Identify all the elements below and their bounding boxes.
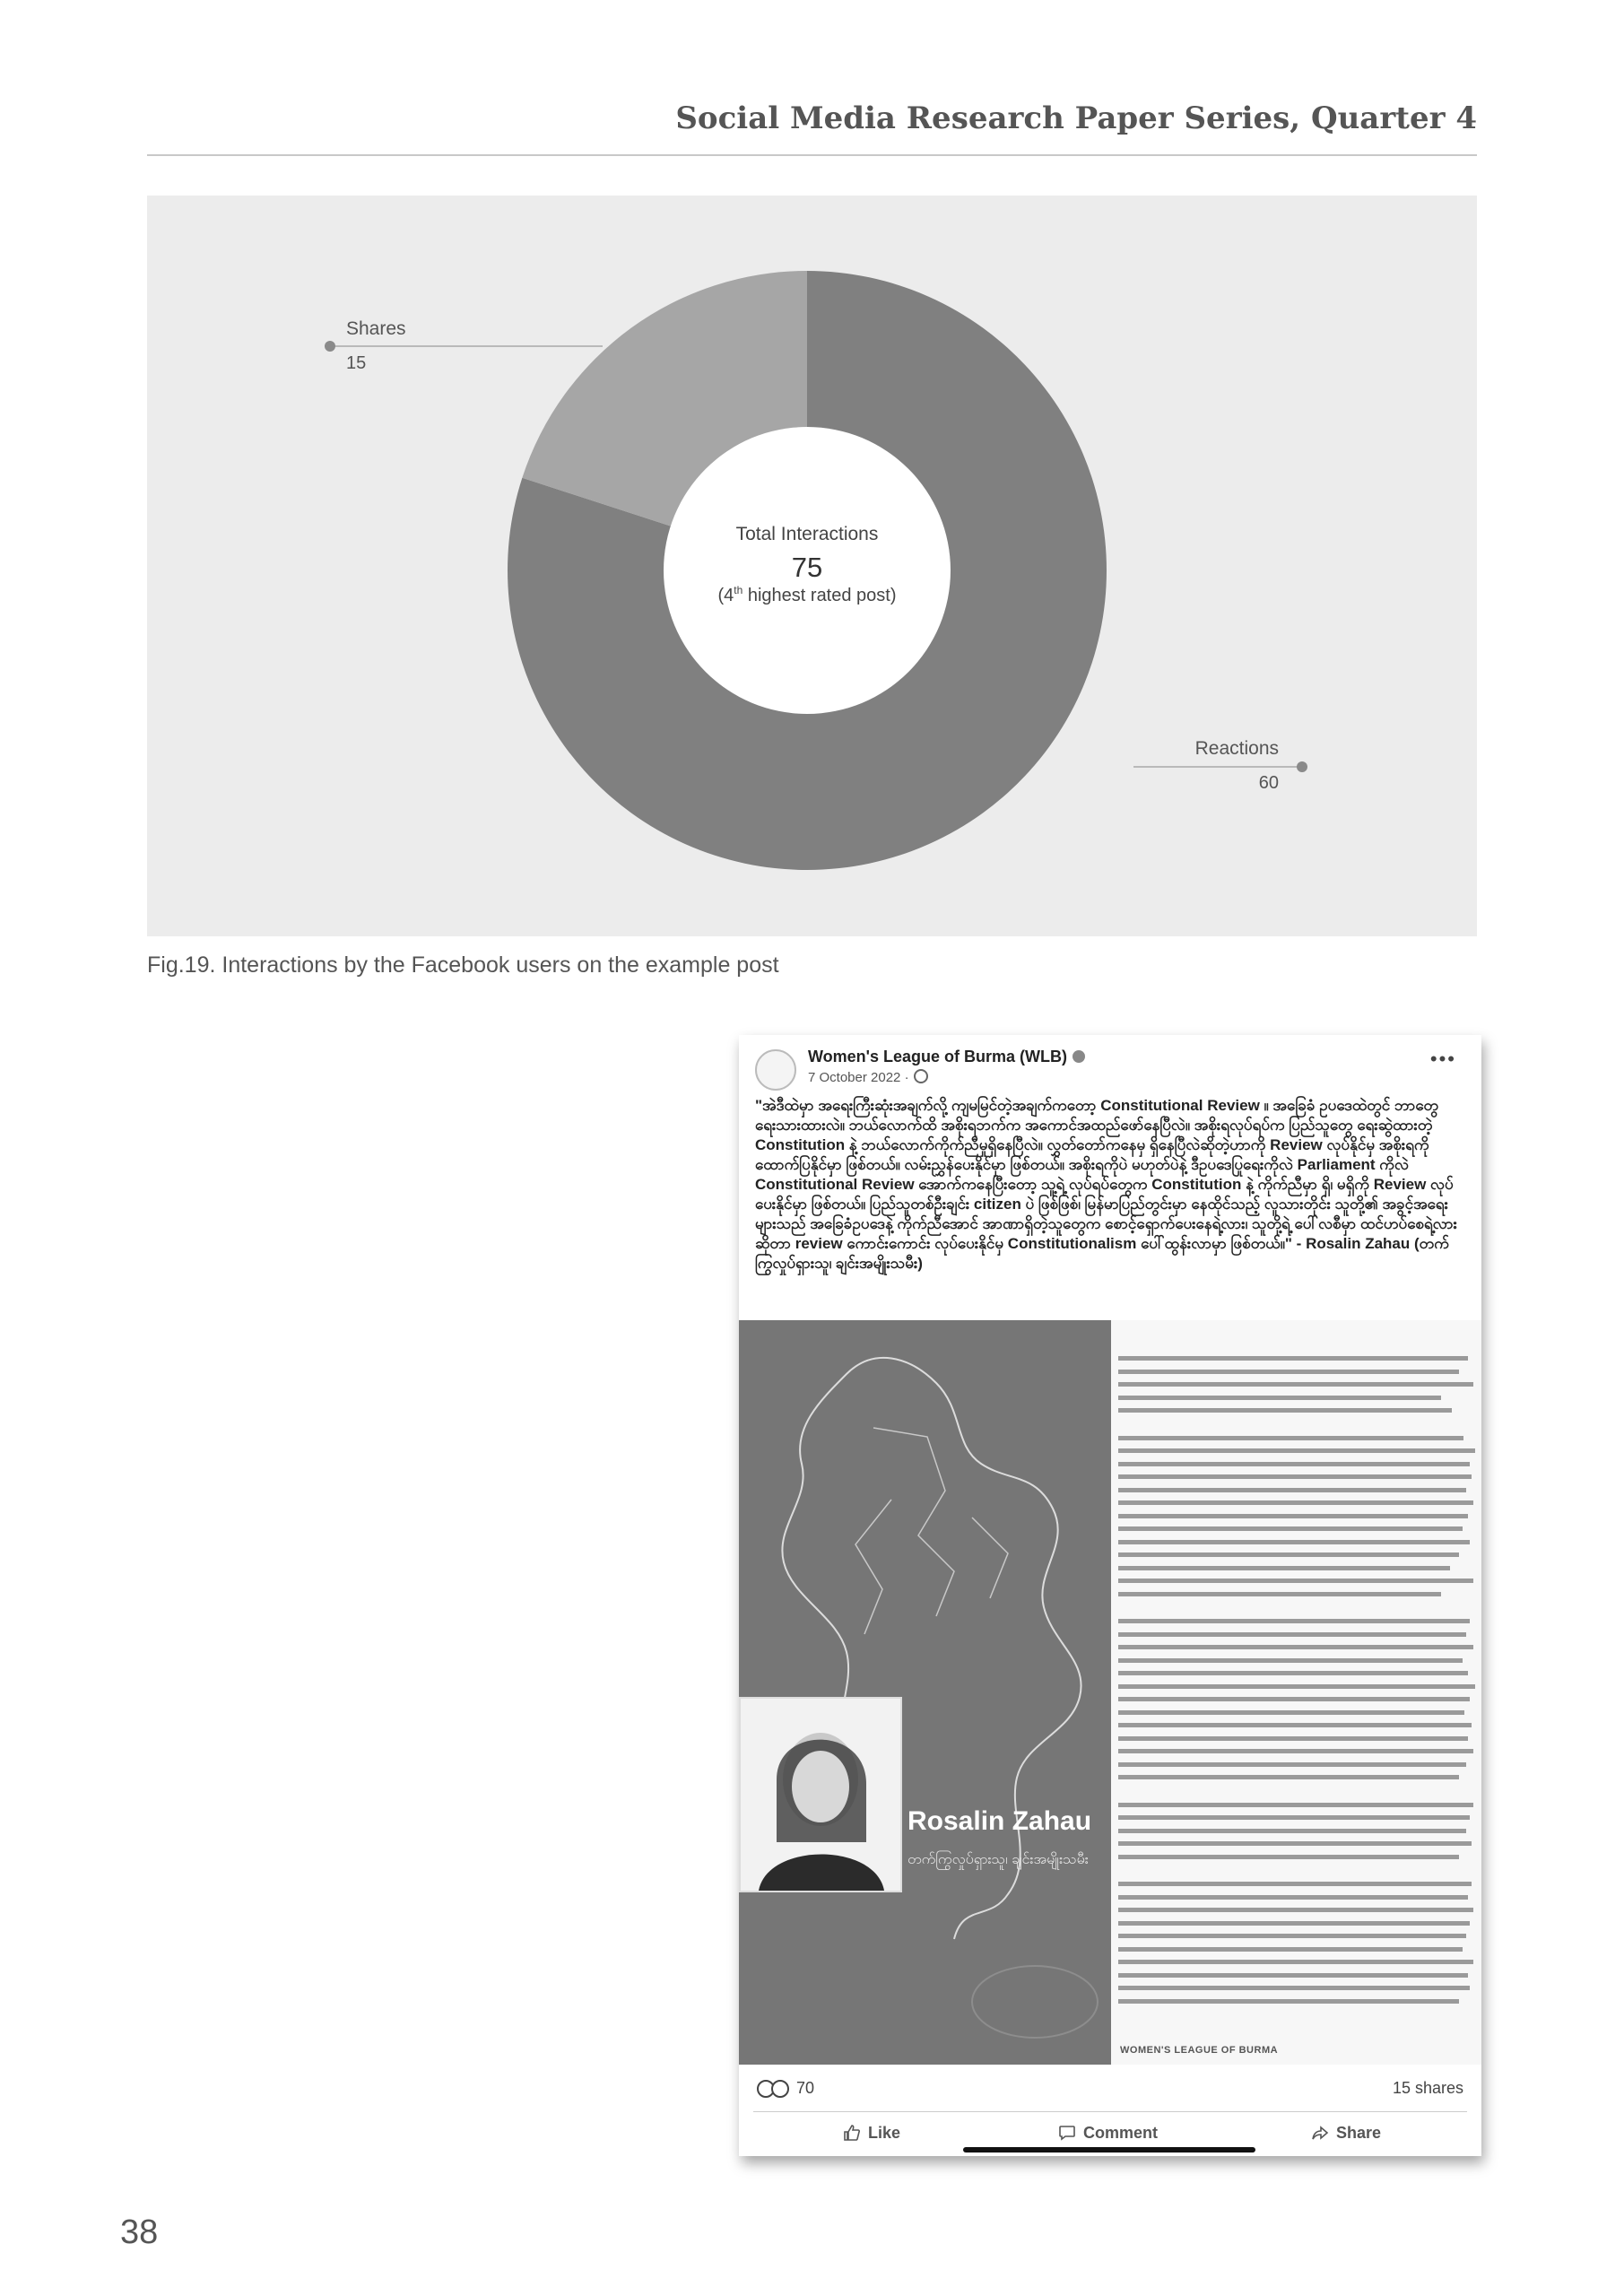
text-line	[1118, 1882, 1472, 1886]
text-line	[1118, 1684, 1475, 1689]
thumbs-up-icon	[843, 2124, 861, 2142]
text-line	[1118, 1408, 1452, 1413]
center-total-value: 75	[791, 552, 823, 583]
home-indicator-bar	[963, 2147, 1255, 2152]
text-line	[1118, 1841, 1472, 1846]
text-line	[1118, 1566, 1450, 1570]
globe-icon	[914, 1069, 928, 1083]
text-line	[1118, 1710, 1464, 1715]
text-line	[1118, 1762, 1466, 1767]
text-line	[1118, 1436, 1463, 1440]
text-line	[1118, 1775, 1459, 1779]
header-rule	[147, 154, 1477, 156]
reactions-value: 60	[1258, 773, 1279, 793]
post-body-text: "အဲဒီထဲမှာ အရေးကြီးဆုံးအချက်လို့ ကျမမြင်တဲ့အချက်ကတော့ Constitutional Review ။ အခြေခံ ဥပဒေထဲတွင် ဘာတွေ ရေးသားထားလဲ။ ဘယ်လောက်ထိ အစိုးရဘက်က အကောင်အထည်ဖော်နေပြီလဲ။ အစိုးရလုပ်ရပ်က ပြည်သူတွေ ရေးဆွဲထားတဲ့ Constitution နဲ့ ဘယ်လောက်ကိုက်ညီမှုရှိနေပြီလဲ။ လွှတ်တော်ကနေမှ ရှိနေပြီလဲဆိုတဲ့ဟာကို Review လုပ်နိုင်မှ အစိုးရကို ထောက်ပြနိုင်မှာ ဖြစ်တယ်။ လမ်းညွှန်ပေးနိုင်မှာ ဖြစ်တယ်။ အစိုးရကိုပဲ မဟုတ်ပဲနဲ့ ဒီဥပဒေပြုရေးကိုလဲ Parliament ကိုလဲ Constitutional Review အောက်ကနေပြီးတော့ သူ့ရဲ့ လုပ်ရပ်တွေက Constitution နဲ့ ကိုက်ညီမှာ ရှိ၊ မရှိကို Review လုပ်ပေးနိုင်မှာ ဖြစ်တယ်။ ပြည်သူတစ်ဦးချင်း citizen ပဲ ဖြစ်ဖြစ်၊ မြန်မာပြည်တွင်းမှာ နေထိုင်သည့် လူသားတိုင်း သူတို့၏ အခွင့်အရေးများသည် အခြေခံဥပဒေနဲ့ ကိုက်ညီအောင် အာဏာရှိတဲ့သူတွေက စောင့်ရှောက်ပေးနေရဲ့လား၊ သူတို့ရဲ့ ပေါ်လစီမှာ ထင်ဟပ်စေရဲ့လားဆိုတာ review ကောင်းကောင်း လုပ်ပေးနိုင်မှ Constitutionalism ပေါ်ထွန်းလာမှာ ဖြစ်တယ်။" - Rosalin Zahau (တက်ကြွလှုပ်ရှားသူ၊ ချင်းအမျိုးသမီး)	[755, 1097, 1457, 1272]
text-line	[1118, 1658, 1463, 1663]
shares-value: 15	[346, 353, 367, 373]
like-button[interactable]: Like	[843, 2124, 900, 2143]
figure-caption: Fig.19. Interactions by the Facebook users on the example post	[147, 952, 779, 978]
text-line	[1118, 1947, 1463, 1952]
reactions-summary[interactable]: 70	[757, 2079, 814, 2098]
text-line	[1118, 1356, 1468, 1361]
comment-icon	[1058, 2124, 1076, 2142]
text-line	[1118, 1488, 1466, 1492]
shares-label: Shares	[346, 318, 406, 339]
text-line	[1118, 1526, 1463, 1531]
shares-count[interactable]: 15 shares	[1392, 2079, 1463, 2097]
speaker-subtitle: တက်ကြွလှုပ်ရှားသူ၊ ချင်းအမျိုးသမီး	[908, 1852, 1089, 1867]
text-line	[1118, 1632, 1466, 1637]
myanmar-map-outline-icon	[739, 1320, 1111, 2065]
text-line	[1118, 1619, 1470, 1623]
text-line	[1118, 1671, 1468, 1675]
verified-badge-icon	[1073, 1050, 1085, 1063]
image-map-panel	[739, 1320, 1111, 2065]
text-line	[1118, 1382, 1473, 1387]
text-line	[1118, 1592, 1441, 1596]
text-line	[1118, 1723, 1472, 1727]
speaker-portrait	[739, 1697, 902, 1892]
facebook-post-screenshot	[739, 1035, 1481, 2156]
text-line	[1118, 1749, 1473, 1753]
text-line	[1118, 1960, 1473, 1964]
text-line	[1118, 1645, 1473, 1649]
text-line	[1118, 1578, 1473, 1583]
post-image[interactable]	[739, 1320, 1481, 2065]
text-line	[1118, 1908, 1473, 1912]
text-line	[1118, 1514, 1468, 1518]
page-name-link[interactable]: Women's League of Burma (WLB)	[808, 1048, 1085, 1066]
page-avatar[interactable]	[755, 1049, 796, 1091]
center-title: Total Interactions	[735, 524, 879, 544]
text-line	[1118, 1973, 1468, 1978]
text-line	[1118, 1540, 1470, 1544]
reaction-icons	[757, 2080, 791, 2096]
text-line	[1118, 1803, 1473, 1807]
wlb-footer-label: WOMEN'S LEAGUE OF BURMA	[1120, 2045, 1279, 2056]
text-line	[1118, 1999, 1459, 2004]
post-divider	[753, 2111, 1467, 2112]
share-button[interactable]: Share	[1311, 2124, 1381, 2143]
center-note: (4th highest rated post)	[717, 584, 897, 605]
text-line	[1118, 1500, 1473, 1505]
text-line	[1118, 1396, 1441, 1400]
text-line	[1118, 1448, 1475, 1453]
text-line	[1118, 1370, 1459, 1374]
page-number: 38	[120, 2213, 159, 2251]
donut-chart-panel	[147, 196, 1477, 936]
text-line	[1118, 1895, 1468, 1900]
speaker-name: Rosalin Zahau	[908, 1806, 1092, 1836]
shares-marker	[325, 341, 335, 352]
text-line	[1118, 1934, 1466, 1938]
text-line	[1118, 1552, 1459, 1557]
text-line	[1118, 1474, 1472, 1479]
share-arrow-icon	[1311, 2124, 1329, 2142]
text-line	[1118, 1815, 1470, 1820]
more-options-icon[interactable]: •••	[1429, 1048, 1456, 1070]
text-line	[1118, 1462, 1470, 1466]
text-line	[1118, 1736, 1468, 1741]
text-line	[1118, 1921, 1470, 1926]
reactions-label: Reactions	[1194, 738, 1279, 759]
text-line	[1118, 1986, 1470, 1990]
reactions-marker	[1297, 761, 1307, 772]
text-line	[1118, 1697, 1470, 1701]
comment-button[interactable]: Comment	[1058, 2124, 1158, 2143]
text-line	[1118, 1855, 1459, 1859]
image-text-panel	[1111, 1320, 1481, 2065]
running-head: Social Media Research Paper Series, Quarter 4	[675, 100, 1477, 136]
text-line	[1118, 1829, 1466, 1833]
donut-chart	[147, 196, 1477, 936]
post-date[interactable]: 7 October 2022 ·	[808, 1069, 928, 1085]
